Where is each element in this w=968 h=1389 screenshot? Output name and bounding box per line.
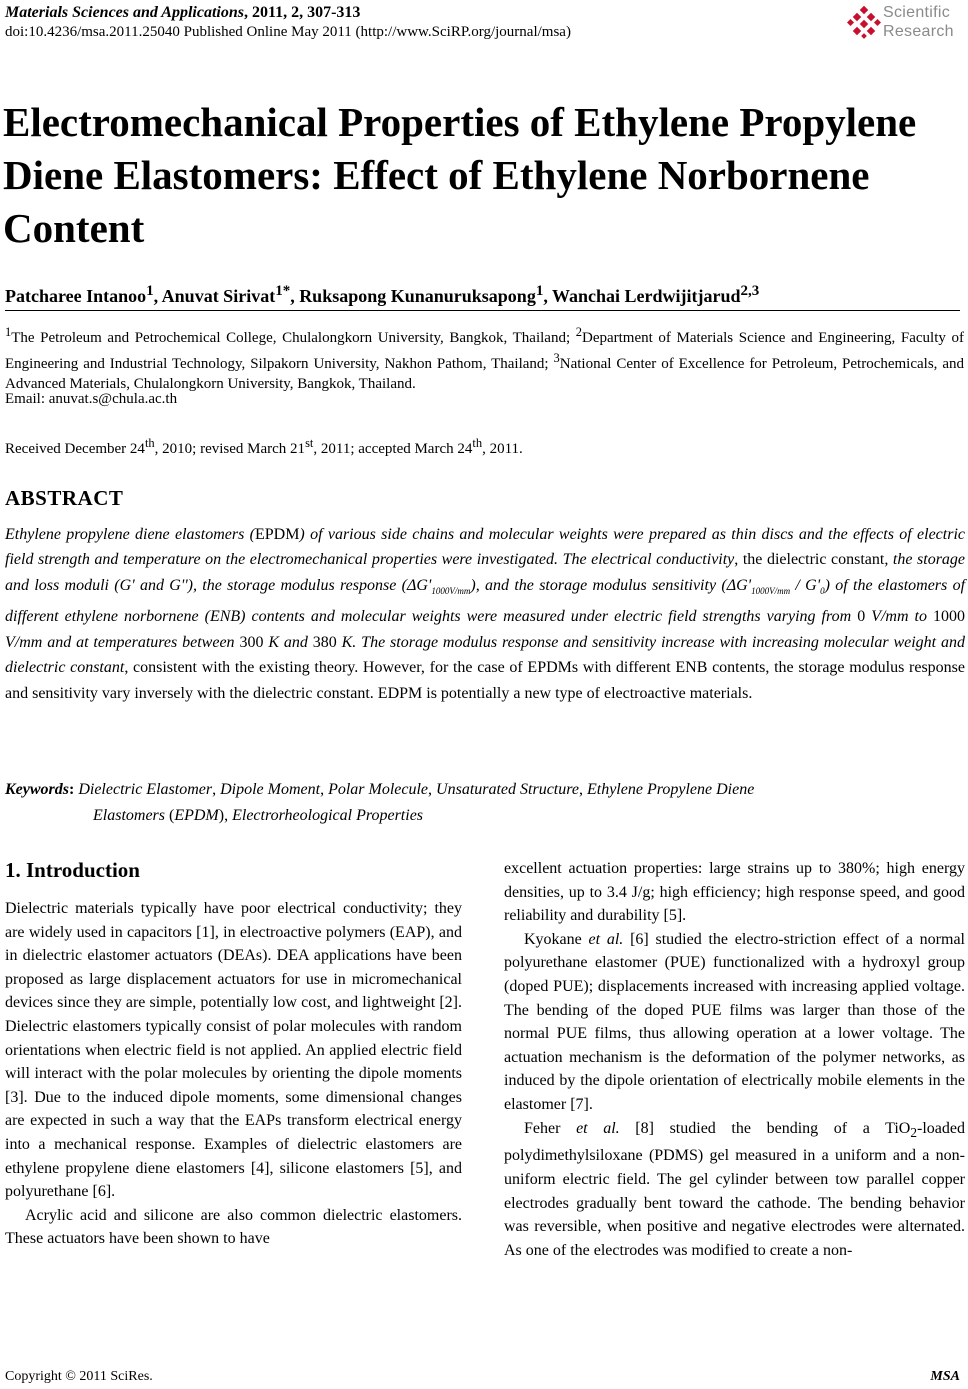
received-dates bbox=[5, 434, 523, 459]
formula-response bbox=[407, 577, 470, 594]
ordinal-suffix: th bbox=[144, 436, 155, 450]
affiliation-mark: 3 bbox=[553, 351, 560, 365]
body-paragraph bbox=[504, 1117, 965, 1263]
abstract-text: K. The storage modulus response and sensitivity increase with increasing molecular weight and dielectric constant bbox=[5, 633, 966, 677]
volume-info: , 2011, 2, 307-313 bbox=[243, 4, 361, 21]
keyword-separator: ), bbox=[218, 807, 233, 824]
footer-journal-abbr: MSA bbox=[930, 1369, 960, 1384]
body-paragraph: Dielectric materials typically have poor electrical conductivity; they are widely used in capacitors [1], in electroactive polymers (EAP), and in dielectric elastomer actuators (DEAs). DEA applications have been proposed as large displacement actuators for use in micromechanical devices since they are simple, potentially low cost, and lightweight [2]. Dielectric elastomers typically consist of polar molecules with random orientations when electric field is not applied. An applied electric field will interact with the polar molecules by orienting the dipole moments [3]. Due to the induced dipole moments, some dimensional changes are expected in such a way that the EAPs transform electrical energy into a mechanical response. Examples of dielectric elastomers are ethylene propylene diene elastomers [4], silicone elastomers [5], and polyurethane [6]. bbox=[5, 900, 462, 1201]
logo-text-scientific: Scientific bbox=[883, 4, 951, 21]
keyword: Polar Molecule bbox=[328, 781, 429, 798]
ordinal-suffix: th bbox=[472, 436, 483, 450]
year-text: , 2011. bbox=[482, 441, 523, 457]
abstract-body bbox=[5, 522, 965, 706]
accepted-text: , 2011; accepted March 24 bbox=[313, 441, 473, 457]
formula-subscript: 1000V/mm bbox=[751, 586, 791, 596]
body-paragraph: excellent actuation properties: large strains up to 380%; high energy densities, up to 3.4 J/g; high efficiency; high response speed, and good reliability and durability [5]. bbox=[504, 860, 965, 925]
formula-text: ΔG' bbox=[726, 576, 752, 594]
formula-sensitivity bbox=[727, 577, 825, 594]
contact-email: Email: anuvat.s@chula.ac.th bbox=[5, 391, 178, 407]
abstract-text: V/mm and at temperatures between bbox=[5, 633, 240, 651]
body-text: [8] studied the bending of a TiO bbox=[619, 1119, 911, 1137]
author-name: Anuvat Sirivat bbox=[161, 286, 276, 306]
keyword-separator: ( bbox=[165, 807, 175, 824]
author-affiliation-mark: 2,3 bbox=[740, 283, 760, 299]
abstract-heading: ABSTRACT bbox=[5, 486, 124, 510]
abstract-text: ), the storage modulus response ( bbox=[187, 576, 407, 594]
affiliation-2: Department of Materials Science and Engineering, Faculty of Engineering and Industrial Technology, Silpakorn University, Nakhon Pathom, Thailand; bbox=[5, 330, 964, 372]
abstract-text: , consistent with the existing theory. However, for the case of EPDMs with different ENB contents, the storage modulus response and sensitivity vary inversely with the dielectric constant. EDPM is potentially a new type of electroactive materials. bbox=[5, 659, 965, 702]
author-affiliation-mark: 1 bbox=[146, 283, 154, 299]
abstract-text: ENB bbox=[209, 608, 241, 626]
keyword: Ethylene Propylene Diene bbox=[586, 781, 755, 798]
abstract-text: , the storage and loss moduli ( bbox=[5, 551, 966, 594]
abstract-text: ) contents and molecular weights were measured under electric field strengths varying from bbox=[240, 608, 858, 626]
abstract-text: ), and the storage modulus sensitivity ( bbox=[470, 576, 727, 594]
formula-text: ΔG' bbox=[406, 576, 432, 594]
keywords-label: Keywords bbox=[5, 781, 69, 798]
logo-text-research: Research bbox=[883, 23, 954, 40]
affiliation-mark: 1 bbox=[5, 325, 12, 339]
keyword-separator: , bbox=[212, 781, 221, 798]
abstract-text: ) of the elastomers of different ethylene norbornene ( bbox=[5, 576, 966, 626]
author-affiliation-mark: 1 bbox=[535, 283, 544, 299]
abstract-text: G' and G'' bbox=[119, 576, 188, 594]
ordinal-suffix: st bbox=[305, 436, 314, 450]
footer-copyright: Copyright © 2011 SciRes. bbox=[5, 1369, 153, 1384]
abstract-text: ) of various side chains and molecular weights were prepared as thin discs and the effects of electric field strength and temperature on the electromechanical properties were investigated. The electrical conductivity bbox=[5, 526, 965, 569]
author-name: Wanchai Lerdwijitjarud bbox=[552, 286, 741, 306]
keyword: EPDM bbox=[174, 807, 219, 824]
abstract-text: , the dielectric constant bbox=[734, 551, 885, 569]
author-list bbox=[5, 280, 759, 307]
abstract-text: Ethylene propylene diene elastomers ( bbox=[5, 526, 255, 543]
body-text: [6] studied the electro-striction effect of a normal polyurethane elastomer (PUE) functionalized with a hydroxyl group (doped PUE); displacements increased with increasing applied voltage. The bending of the doped PUE films was larger than those of the normal PUE films, thus allowing operation at a lower voltage. The actuation mechanism is the deformation of the polymer networks, as induced by the dipole orientation of electrically mobile elements in the elastomer [7]. bbox=[504, 930, 965, 1113]
author-name: Patcharee Intanoo bbox=[5, 286, 147, 306]
abstract-text: K and bbox=[263, 633, 313, 651]
author-separator: , bbox=[153, 286, 162, 306]
body-text: et al. bbox=[576, 1119, 620, 1137]
body-column-right bbox=[504, 857, 965, 1262]
keyword-separator: , bbox=[320, 781, 329, 798]
keyword: Dielectric Elastomer bbox=[78, 781, 213, 798]
body-paragraph bbox=[504, 928, 965, 1117]
abstract-number: 300 bbox=[239, 633, 264, 651]
keywords bbox=[5, 777, 965, 803]
keyword-separator: , bbox=[578, 781, 587, 798]
keyword: Electrorheological Properties bbox=[232, 807, 424, 824]
revised-text: , 2010; revised March 21 bbox=[154, 441, 306, 457]
keywords-continued bbox=[93, 803, 423, 829]
abstract-number: 0 bbox=[857, 608, 866, 626]
author-separator: , bbox=[290, 286, 300, 306]
affiliations bbox=[5, 322, 964, 394]
body-paragraph: Acrylic acid and silicone are also common dielectric elastomers. These actuators have been shown to have bbox=[5, 1206, 462, 1248]
paper-title: Electromechanical Properties of Ethylene Propylene Diene Elastomers: Effect of Ethylene Norbornene Content bbox=[3, 99, 917, 251]
doi-line: doi:10.4236/msa.2011.25040 Published Online May 2011 (http://www.SciRP.org/journal/msa) bbox=[5, 24, 571, 40]
journal-name: Materials Sciences and Applications bbox=[5, 4, 244, 21]
author-separator: , bbox=[543, 286, 553, 306]
formula-text: / G' bbox=[790, 576, 821, 594]
abstract-number: 1000 bbox=[933, 608, 965, 626]
body-text: -loaded polydimethylsiloxane (PDMS) gel measured in a uniform and a non-uniform electric field. The gel cylinder between tow parallel copper electrodes gradually bent toward the cathode. The bending behavior was reversible, when positive and negative electrodes were alternated. As one of the electrodes was modified to create a non- bbox=[504, 1119, 966, 1259]
abstract-number: 380 bbox=[312, 633, 337, 651]
body-text: Feher bbox=[524, 1119, 577, 1137]
keyword: Dipole Moment bbox=[220, 781, 321, 798]
formula-subscript: 0 bbox=[820, 586, 825, 596]
publisher-logo bbox=[847, 2, 962, 44]
subscript: 2 bbox=[910, 1124, 918, 1140]
header-divider bbox=[5, 310, 960, 311]
body-text: Kyokane bbox=[524, 930, 589, 948]
keyword-separator: , bbox=[428, 781, 437, 798]
affiliation-3: National Center of Excellence for Petroleum, Petrochemicals, and Advanced Materials, Chulalongkorn University, Bangkok, Thailand. bbox=[5, 356, 964, 392]
author-affiliation-mark: 1* bbox=[275, 283, 291, 299]
abstract-text: EPDM bbox=[254, 526, 300, 543]
keyword: Elastomers bbox=[93, 807, 165, 824]
author-name: Ruksapong Kunanuruksapong bbox=[299, 286, 536, 306]
received-text: Received December 24 bbox=[5, 441, 145, 457]
keywords-colon: : bbox=[69, 781, 79, 798]
body-column-left bbox=[5, 897, 462, 1251]
abstract-text: V/mm to bbox=[865, 608, 933, 626]
body-text: et al. bbox=[588, 930, 624, 948]
journal-citation bbox=[5, 3, 360, 22]
formula-subscript: 1000V/mm bbox=[431, 586, 471, 596]
logo-mark-icon bbox=[847, 6, 881, 40]
affiliation-mark: 2 bbox=[575, 325, 582, 339]
section-heading-introduction: 1. Introduction bbox=[5, 858, 140, 882]
affiliation-1: The Petroleum and Petrochemical College, Chulalongkorn University, Bangkok, Thailand; bbox=[11, 330, 576, 346]
keyword: Unsaturated Structure bbox=[436, 781, 579, 798]
